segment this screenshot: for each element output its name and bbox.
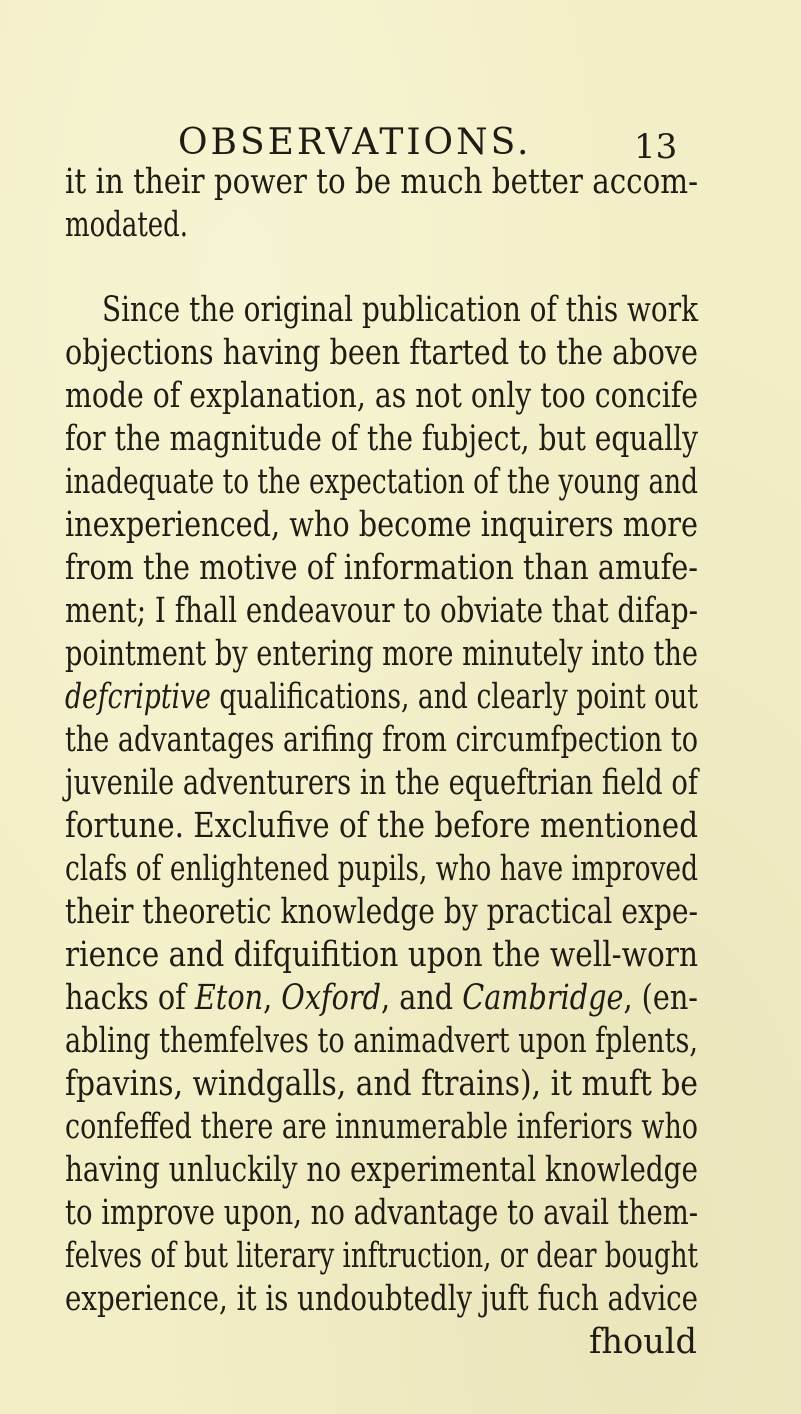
text-line-content: modated.	[65, 205, 188, 245]
text-line-content: ment; I fhall endeavour to obviate that difap-	[65, 591, 698, 631]
text-line-content: clafs of enlightened pupils, who have improved	[65, 849, 698, 889]
text-line-content: inexperienced, who become inquirers more	[65, 505, 698, 545]
text-line-content	[65, 978, 698, 1018]
text-run: ,	[263, 978, 282, 1018]
text-line-content: fortune. Exclufive of the before mentioned	[65, 806, 698, 846]
text-line-content	[65, 677, 698, 717]
text-line-content: rience and difquifition upon the well-worn	[65, 935, 698, 975]
text-line-content: experience, it is undoubtedly juft fuch advice	[65, 1279, 698, 1319]
text-line-content: from the motive of information than amufe-	[65, 548, 698, 588]
page-number: 13	[634, 127, 678, 167]
text-run: qualifications, and clearly point out	[210, 677, 698, 717]
italic-word: Eton	[194, 978, 264, 1018]
text-line-content: Since the original publication of this work	[102, 290, 698, 330]
text-line-content: mode of explanation, as not only too concife	[65, 376, 698, 416]
catchword: fhould	[589, 1322, 697, 1362]
text-line-content: felves of but literary inftruction, or dear bought	[65, 1236, 698, 1276]
text-line-content: confeffed there are innumerable inferiors who	[65, 1107, 698, 1147]
italic-word: defcriptive	[65, 677, 211, 717]
text-line-content: their theoretic knowledge by practical expe-	[65, 892, 698, 932]
text-run: , and	[380, 978, 463, 1018]
text-line-content: fpavins, windgalls, and ftrains), it muft be	[65, 1064, 698, 1104]
text-line-content: to improve upon, no advantage to avail them-	[65, 1193, 698, 1233]
text-line-content: objections having been ftarted to the above	[65, 333, 698, 373]
text-line-content: for the magnitude of the fubject, but equally	[65, 419, 698, 459]
running-header	[178, 118, 678, 168]
text-line-content: the advantages arifing from circumfpection to	[65, 720, 698, 760]
text-line-content: having unluckily no experimental knowledge	[65, 1150, 698, 1190]
italic-word: Cambridge	[462, 978, 624, 1018]
italic-word: Oxford	[281, 978, 381, 1018]
text-line-content: abling themfelves to animadvert upon fplents,	[65, 1021, 698, 1061]
text-line-content: pointment by entering more minutely into the	[65, 634, 698, 674]
page-header-title: OBSERVATIONS.	[178, 122, 532, 163]
text-line-content: it in their power to be much better accom-	[65, 162, 698, 202]
text-run: , (en-	[623, 978, 698, 1018]
text-line-content: juvenile adventurers in the equeftrian field of	[65, 763, 698, 803]
text-line-content: inadequate to the expectation of the young and	[65, 462, 698, 502]
text-run: hacks of	[65, 978, 195, 1018]
